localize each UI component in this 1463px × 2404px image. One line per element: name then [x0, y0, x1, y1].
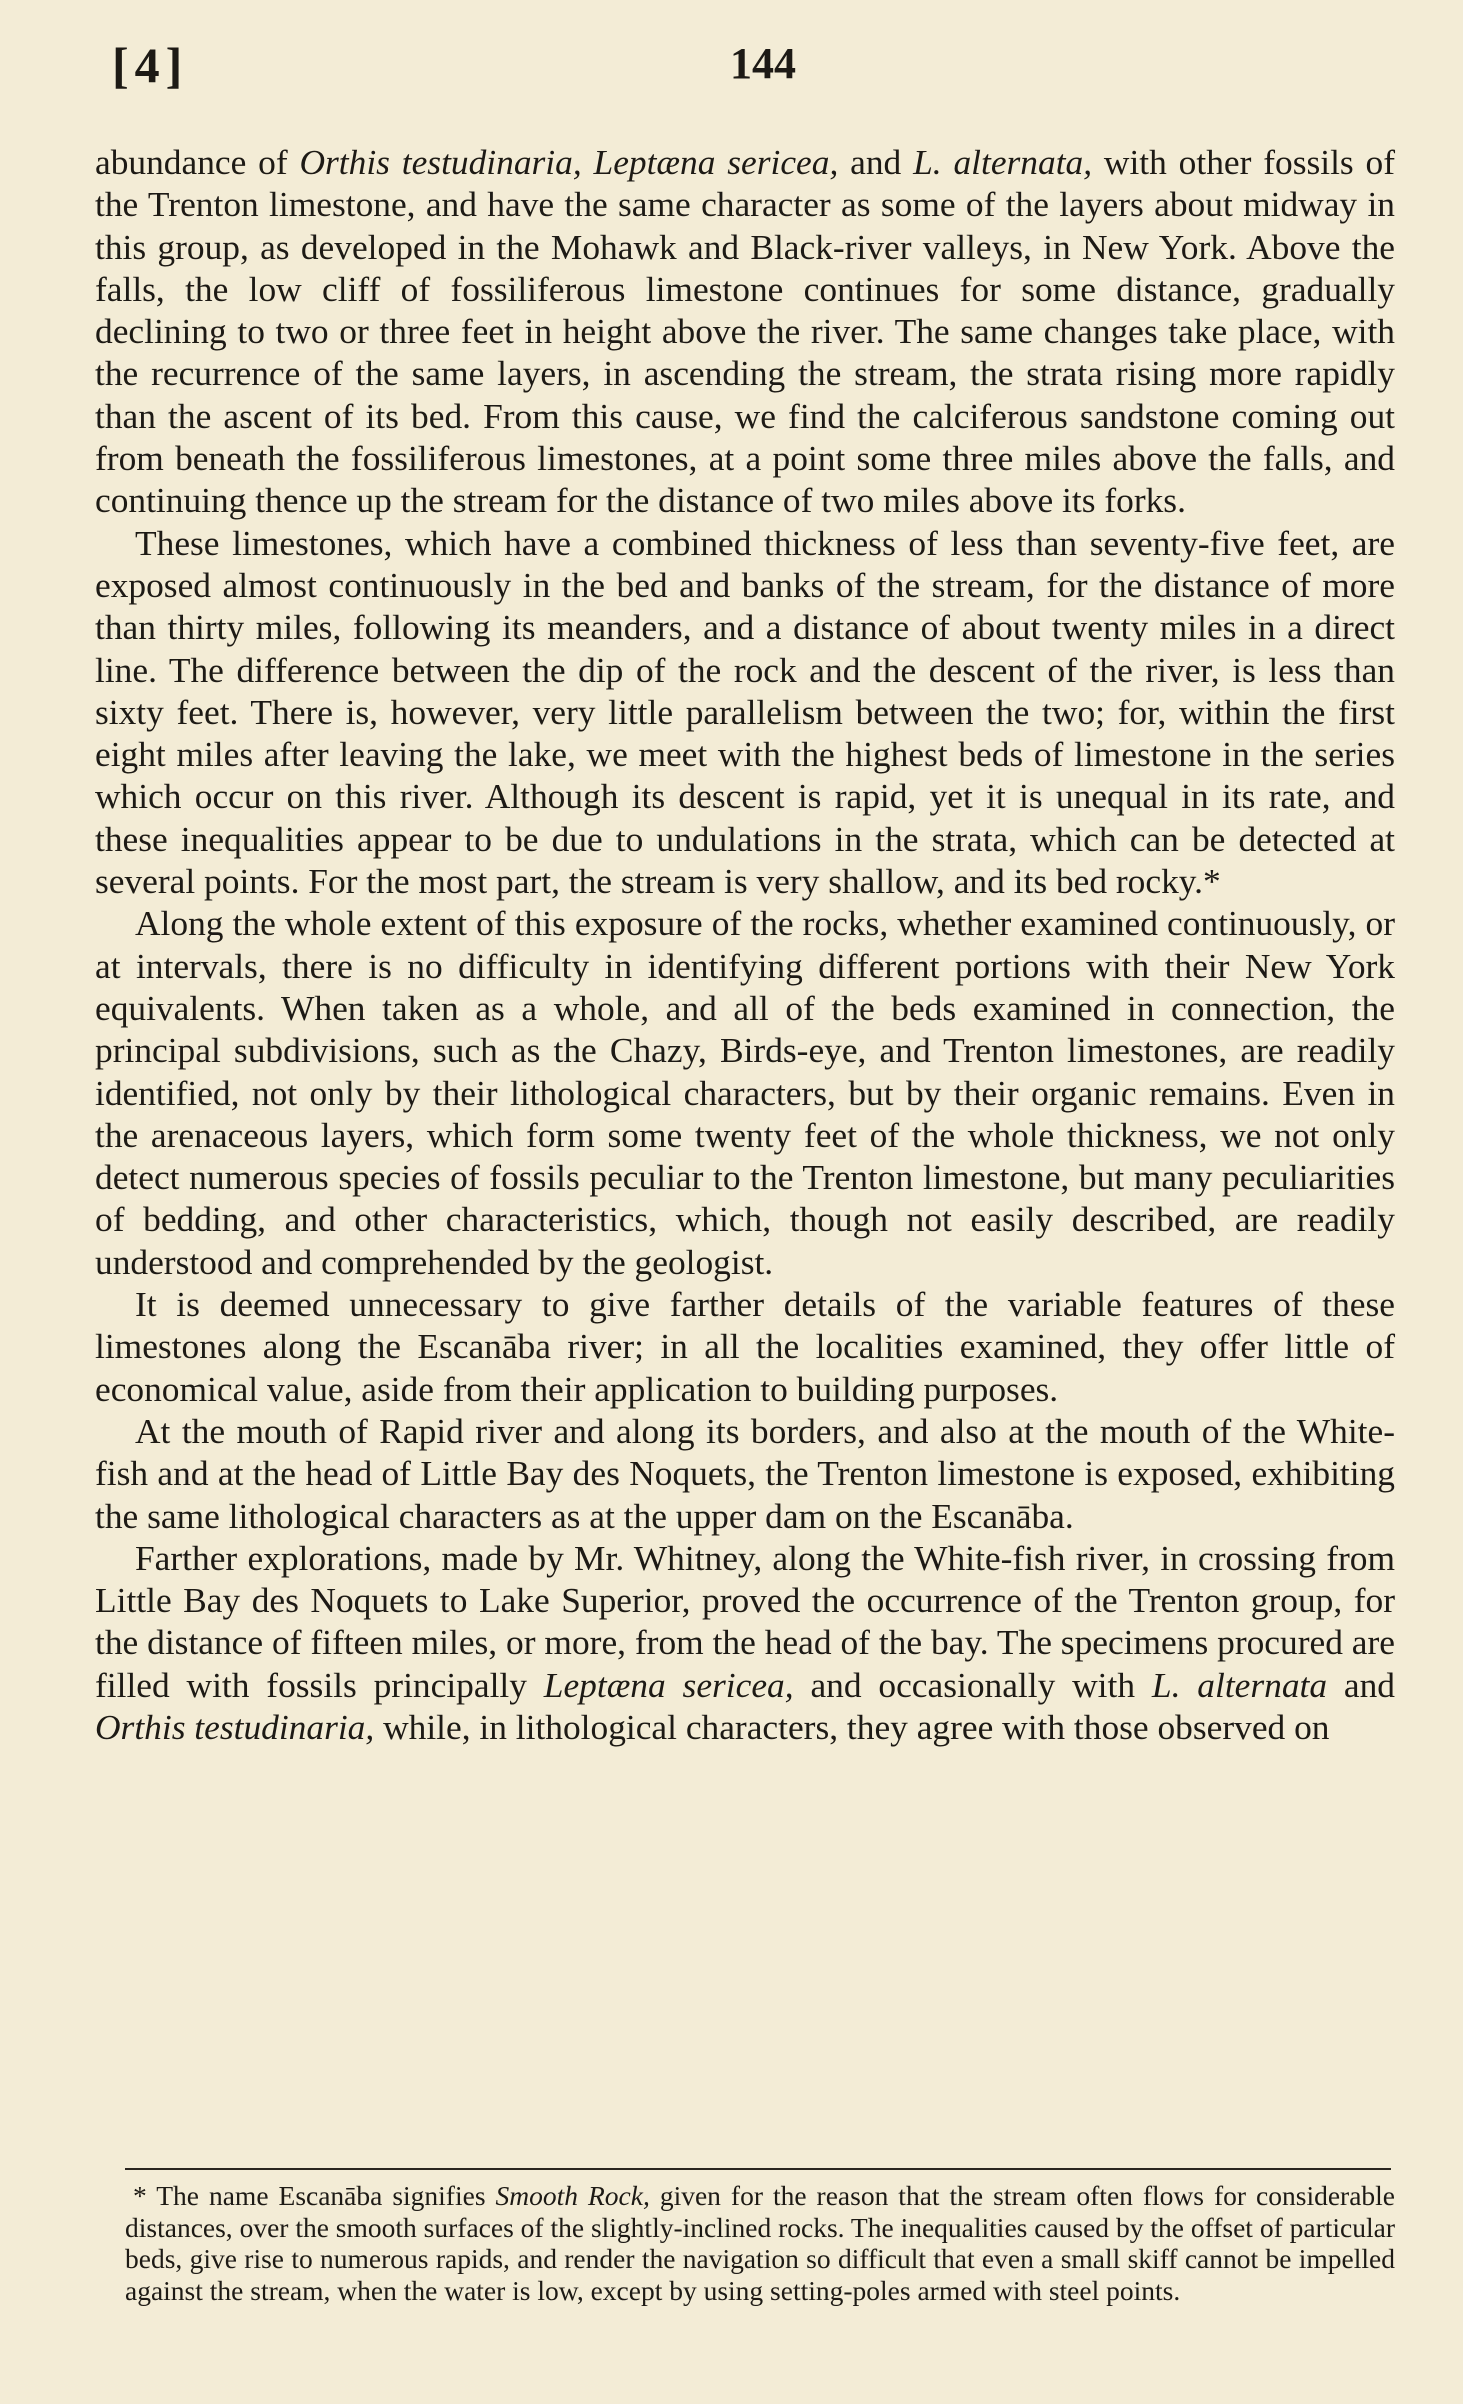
text-run: abundance of: [95, 142, 300, 182]
body-text: [95, 141, 1395, 1748]
italic-text: Orthis testudinaria, Leptæna sericea,: [299, 142, 839, 182]
text-run: * The name Escanāba signifies: [133, 2180, 496, 2211]
text-run: These limestones, which have a combined thickness of less than seventy-five feet, are exposed almost continuously in the bed and banks of the stream, for the distance of more than thirty miles, following its meanders, and a distance of about twenty miles in a direct line. The difference between the dip of the rock and the descent of the river, is less than sixty feet. There is, however, very little parallelism between the two; for, within the first eight miles after leaving the lake, we meet with the highest beds of limestone in the series which occur on this river. Although its descent is rapid, yet it is unequal in its rate, and these inequalities appear to be due to undulations in the strata, which can be detected at several points. For the most part, the stream is very shallow, and its bed rocky.*: [95, 522, 1395, 902]
paragraph-5: [95, 1410, 1395, 1537]
text-run: and occasionally with: [793, 1664, 1152, 1705]
text-run: with other fossils of the Trenton limestone, and have the same character as some of the layers about midway in this group, as developed in the Mohawk and Black-river valleys, in New York. Above the falls, the low cliff of fossiliferous limestone continues for some distance, gradually declining to two or three feet in height above the river. The same changes take place, with the recurrence of the same layers, in ascending the stream, the strata rising more rapidly than the ascent of its bed. From this cause, we find the calciferous sandstone coming out from beneath the fossiliferous limestones, at a point some three miles above the falls, and continuing thence up the stream for the distance of two miles above its forks.: [95, 142, 1395, 521]
text-run: It is deemed unnecessary to give farther details of the variable features of these limestones along the Escanāba river; in all the localities examined, they offer little of economical value, aside from their application to building purposes.: [95, 1284, 1395, 1409]
footnote-rule: [125, 2168, 1391, 2170]
footnote-text: [125, 2180, 1395, 2306]
italic-text: Smooth Rock,: [495, 2180, 650, 2211]
text-run: given for the reason that the stream often flows for considerable distances, over the smooth surfaces of the slightly-inclined rocks. The inequalities caused by the offset of particular beds, give rise to numerous rapids, and render the navigation so difficult that even a small skiff cannot be impelled against the stream, when the water is low, except by using setting-poles armed with steel points.: [125, 2180, 1395, 2306]
text-run: and: [838, 142, 914, 182]
italic-text: L. alternata,: [913, 142, 1093, 182]
page-header: [0, 36, 1463, 106]
text-run: and: [1327, 1664, 1395, 1705]
paragraph-4: [95, 1283, 1395, 1410]
signature-mark: [4]: [112, 37, 189, 93]
page-number: 144: [730, 39, 796, 88]
italic-text: Leptæna sericea,: [543, 1664, 794, 1705]
paragraph-1: [95, 141, 1395, 522]
text-run: At the mouth of Rapid river and along its borders, and also at the mouth of the White-fish and at the head of Little Bay des Noquets, the Trenton limestone is exposed, exhibiting the same lithological characters as at the upper dam on the Escanāba.: [95, 1410, 1395, 1536]
footnote: [125, 2180, 1395, 2306]
paragraph-2: [95, 522, 1395, 903]
paragraph-3: [95, 902, 1395, 1283]
text-run: Farther explorations, made by Mr. Whitney, along the White-fish river, in crossing from Little Bay des Noquets to Lake Superior, proved the occurrence of the Trenton group, for the distance of fifteen miles, or more, from the head of the bay. The specimens procured are filled with fossils principally: [95, 1537, 1395, 1705]
text-run: while, in lithological characters, they agree with those observed on: [374, 1706, 1330, 1747]
text-run: Along the whole extent of this exposure of the rocks, whether examined continuously, or at intervals, there is no difficulty in identifying different portions with their New York equivalents. When taken as a whole, and all of the beds examined in connection, the principal subdivisions, such as the Chazy, Birds-eye, and Trenton limestones, are readily identified, not only by their lithological characters, but by their organic remains. Even in the arenaceous layers, which form some twenty feet of the whole thickness, we not only detect numerous species of fossils peculiar to the Trenton limestone, but many peculiarities of bedding, and other characteristics, which, though not easily described, are readily understood and comprehended by the geologist.: [95, 903, 1395, 1282]
italic-text: Orthis testudinaria,: [95, 1706, 375, 1747]
paragraph-6: [95, 1537, 1395, 1748]
italic-text: L. alternata: [1151, 1664, 1328, 1705]
